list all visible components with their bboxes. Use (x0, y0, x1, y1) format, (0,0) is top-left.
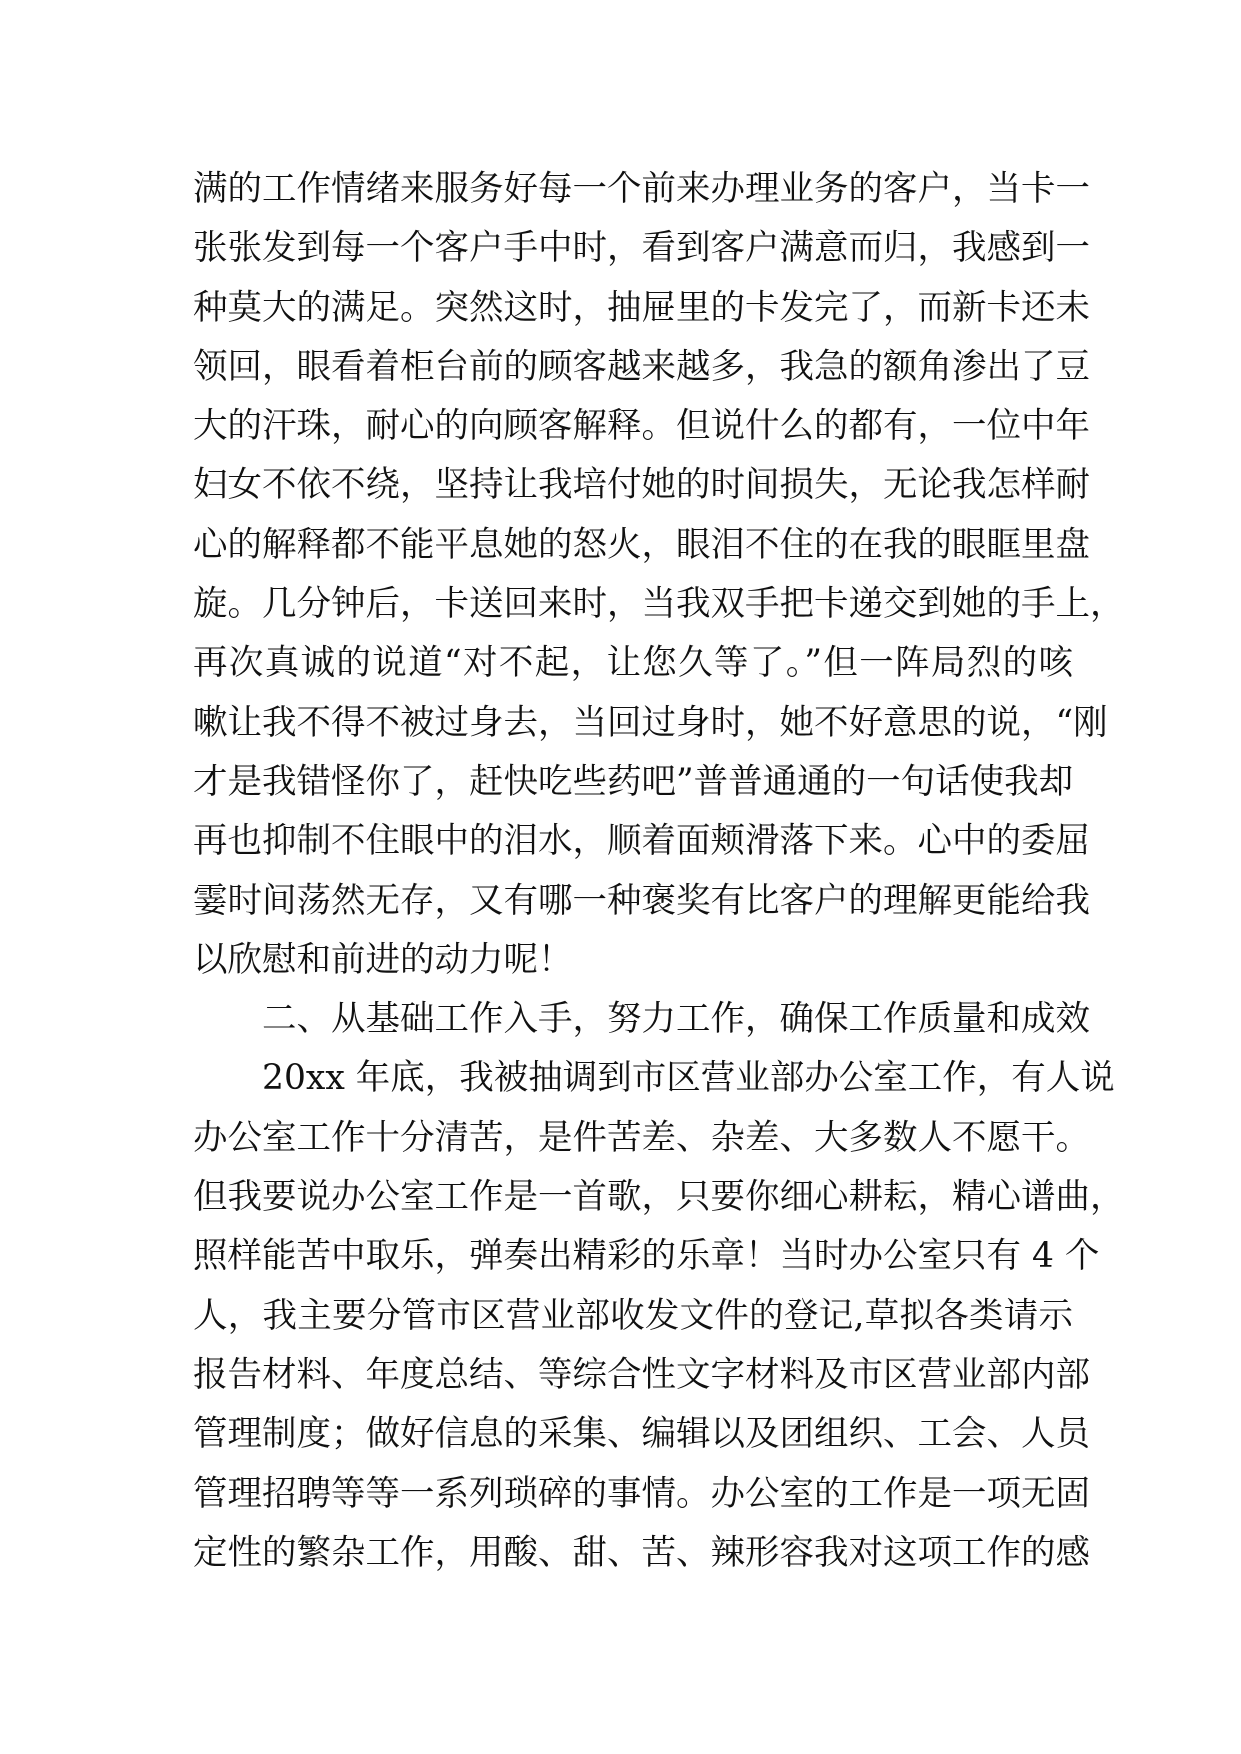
text-line: 心的解释都不能平息她的怒火，眼泪不住的在我的眼眶里盘 (193, 524, 1090, 565)
text-line: 才是我错怪你了，赶快吃些药吧”普普通通的一句话使我却 (193, 761, 1074, 802)
text-line: 办公室工作十分清苦，是件苦差、杂差、大多数人不愿干。 (193, 1117, 1090, 1158)
text-line: 妇女不依不绕，坚持让我培付她的时间损失，无论我怎样耐 (193, 465, 1090, 506)
paragraph-last-line: 以欣慰和前进的动力呢！ (193, 939, 573, 980)
text-line: 旋。几分钟后，卡送回来时，当我双手把卡递交到她的手上， (193, 584, 1125, 625)
text-line: 领回，眼看着柜台前的顾客越来越多，我急的额角渗出了豆 (193, 346, 1090, 387)
text-line: 再也抑制不住眼中的泪水，顺着面颊滑落下来。心中的委屈 (193, 821, 1090, 862)
text-line: 种莫大的满足。突然这时，抽屉里的卡发完了，而新卡还未 (193, 287, 1090, 328)
text-line: 满的工作情绪来服务好每一个前来办理业务的客户，当卡一 (193, 169, 1090, 209)
text-line: 报告材料、年度总结、等综合性文字材料及市区营业部内部 (193, 1354, 1090, 1395)
text-line: 大的汗珠，耐心的向顾客解释。但说什么的都有，一位中年 (193, 406, 1090, 447)
text-line: 定性的繁杂工作，用酸、甜、苦、辣形容我对这项工作的感 (193, 1532, 1090, 1573)
text-line: 照样能苦中取乐，弹奏出精彩的乐章！当时办公室只有 4 个 (193, 1236, 1100, 1277)
text-line: 管理招聘等等一系列琐碎的事情。办公室的工作是一项无固 (193, 1473, 1090, 1514)
text-line: 但我要说办公室工作是一首歌，只要你细心耕耘，精心谱曲， (193, 1177, 1125, 1218)
text-line: 嗽让我不得不被过身去，当回过身时，她不好意思的说，“刚 (193, 702, 1108, 743)
text-line: 再次真诚的说道“对不起，让您久等了。”但一阵局烈的咳 (193, 643, 1073, 684)
text-line: 霎时间荡然无存，又有哪一种褒奖有比客户的理解更能给我 (193, 880, 1090, 921)
body-text (193, 160, 1125, 1583)
text-line: 张张发到每一个客户手中时，看到客户满意而归，我感到一 (193, 228, 1090, 269)
paragraph-first-line: 20xx 年底，我被抽调到市区营业部办公室工作，有人说 (262, 1058, 1115, 1099)
section-heading: 二、从基础工作入手，努力工作，确保工作质量和成效 (262, 999, 1090, 1040)
text-line: 人，我主要分管市区营业部收发文件的登记,草拟各类请示 (193, 1295, 1073, 1336)
text-line: 管理制度；做好信息的采集、编辑以及团组织、工会、人员 (193, 1414, 1090, 1455)
